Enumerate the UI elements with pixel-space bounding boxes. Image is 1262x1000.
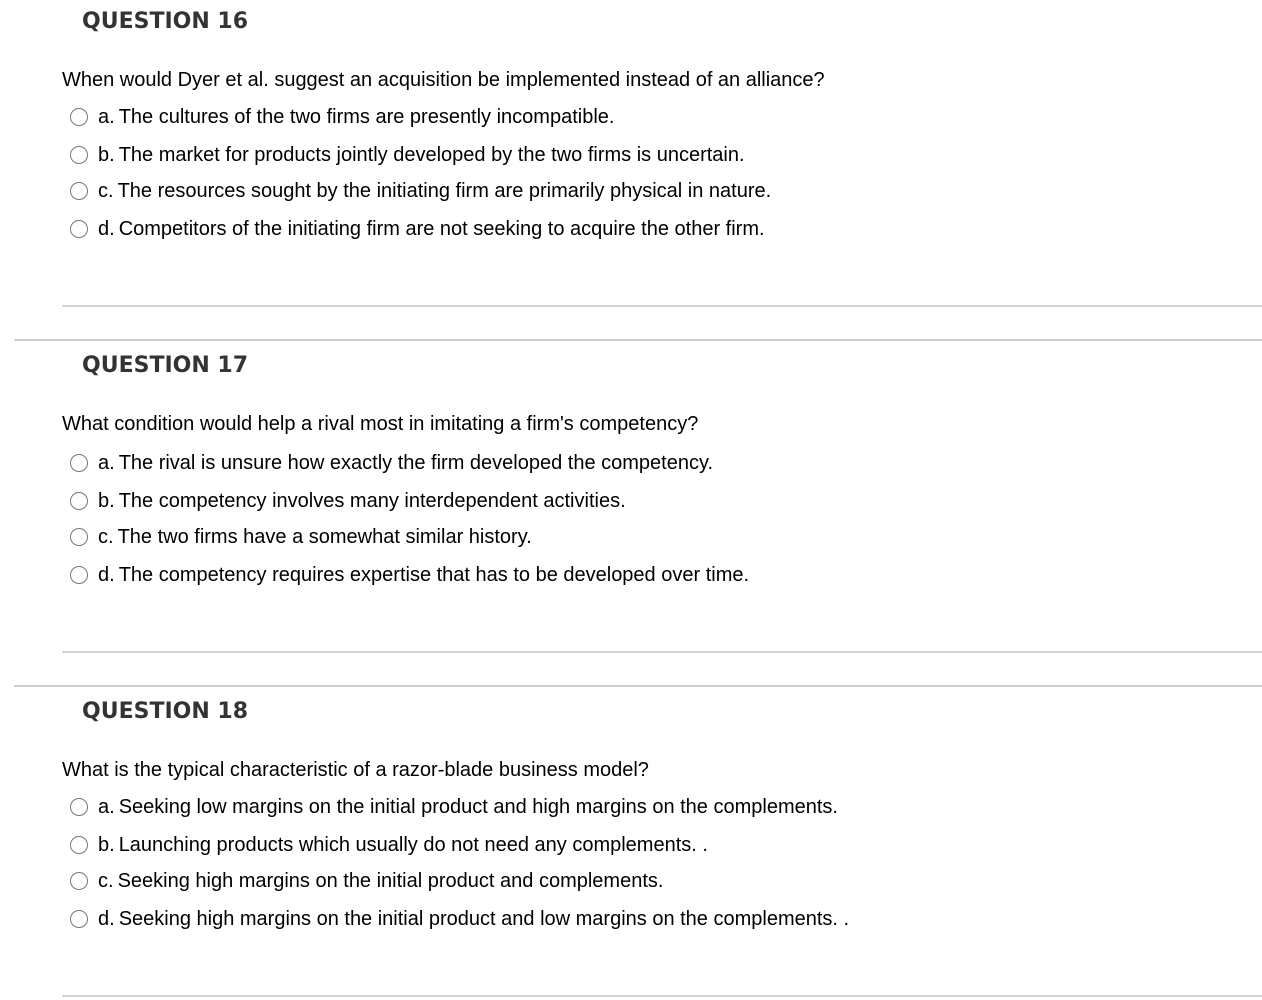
option-c[interactable] xyxy=(70,867,663,895)
question-bottom-divider xyxy=(62,651,1262,653)
radio-button[interactable] xyxy=(70,146,88,164)
option-letter: c. xyxy=(98,525,114,548)
radio-button[interactable] xyxy=(70,454,88,472)
radio-button[interactable] xyxy=(70,528,88,546)
option-text: Seeking low margins on the initial product and high margins on the complements. xyxy=(118,795,838,818)
radio-button[interactable] xyxy=(70,798,88,816)
option-text: The cultures of the two firms are presently incompatible. xyxy=(118,105,615,128)
radio-button[interactable] xyxy=(70,566,88,584)
option-d[interactable] xyxy=(70,561,749,589)
option-letter: a. xyxy=(98,105,115,128)
option-letter: a. xyxy=(98,795,115,818)
option-letter: b. xyxy=(98,833,115,856)
section-divider xyxy=(14,339,1262,341)
option-letter: d. xyxy=(98,907,115,930)
option-d[interactable] xyxy=(70,215,765,243)
option-text: The rival is unsure how exactly the firm developed the competency. xyxy=(118,451,714,474)
option-a[interactable] xyxy=(70,449,713,477)
option-b[interactable] xyxy=(70,141,745,169)
question-bottom-divider xyxy=(62,995,1262,997)
option-text: Seeking high margins on the initial product and complements. xyxy=(117,869,664,892)
radio-button[interactable] xyxy=(70,182,88,200)
option-c[interactable] xyxy=(70,523,532,551)
option-letter: d. xyxy=(98,563,115,586)
option-letter: c. xyxy=(98,179,114,202)
option-letter: a. xyxy=(98,451,115,474)
radio-button[interactable] xyxy=(70,872,88,890)
option-a[interactable] xyxy=(70,103,614,131)
radio-button[interactable] xyxy=(70,220,88,238)
option-a[interactable] xyxy=(70,793,838,821)
radio-button[interactable] xyxy=(70,492,88,510)
option-text: The two firms have a somewhat similar history. xyxy=(117,525,532,548)
option-letter: b. xyxy=(98,143,115,166)
option-text: The market for products jointly developed by the two firms is uncertain. xyxy=(118,143,745,166)
option-text: Competitors of the initiating firm are not seeking to acquire the other firm. xyxy=(118,217,765,240)
option-text: The resources sought by the initiating firm are primarily physical in nature. xyxy=(117,179,772,202)
radio-button[interactable] xyxy=(70,910,88,928)
question-title: QUESTION 17 xyxy=(82,353,249,378)
option-letter: c. xyxy=(98,869,114,892)
option-b[interactable] xyxy=(70,831,708,859)
question-title: QUESTION 16 xyxy=(82,9,249,34)
option-letter: b. xyxy=(98,489,115,512)
option-b[interactable] xyxy=(70,487,626,515)
option-d[interactable] xyxy=(70,905,849,933)
option-text: Seeking high margins on the initial product and low margins on the complements. . xyxy=(118,907,850,930)
question-text: What is the typical characteristic of a razor-blade business model? xyxy=(62,759,649,781)
option-text: Launching products which usually do not need any complements. . xyxy=(118,833,708,856)
section-divider xyxy=(14,685,1262,687)
option-text: The competency involves many interdependent activities. xyxy=(118,489,626,512)
question-text: When would Dyer et al. suggest an acquisition be implemented instead of an alliance? xyxy=(62,69,825,91)
option-c[interactable] xyxy=(70,177,771,205)
option-letter: d. xyxy=(98,217,115,240)
question-title: QUESTION 18 xyxy=(82,699,249,724)
question-text: What condition would help a rival most in imitating a firm's competency? xyxy=(62,413,699,435)
question-bottom-divider xyxy=(62,305,1262,307)
radio-button[interactable] xyxy=(70,108,88,126)
radio-button[interactable] xyxy=(70,836,88,854)
option-text: The competency requires expertise that has to be developed over time. xyxy=(118,563,750,586)
